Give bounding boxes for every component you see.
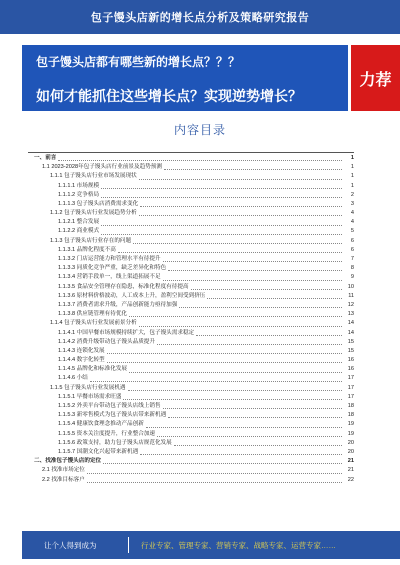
banner-question-1: 包子馒头店都有哪些新的增长点？？？: [36, 55, 241, 69]
toc-entry-page: 1: [350, 182, 354, 189]
toc-leader-dots: [118, 252, 342, 253]
toc-entry-page: 8: [350, 265, 354, 272]
toc-leader-dots: [139, 326, 342, 327]
toc-entry-label: 2.1 找准市场定位: [42, 467, 85, 474]
toc-entry[interactable]: [28, 402, 354, 411]
toc-entry[interactable]: [28, 430, 354, 439]
toc-entry-label: 一、前言: [34, 154, 57, 161]
toc-entry-label: 1.1.1.2 竞争格局: [58, 191, 100, 198]
toc-entry-label: 1.1.3 包子馒头店行业存在的问题: [50, 237, 132, 244]
toc-entry-page: 19: [347, 421, 354, 428]
toc-leader-dots: [107, 362, 342, 363]
toc-entry-page: 6: [350, 246, 354, 253]
toc-leader-dots: [196, 335, 342, 336]
toc-entry-label: 1.1.5.4 健康饮食理念推动产品创新: [58, 421, 144, 428]
toc-entry-page: 3: [350, 200, 354, 207]
toc-entry-label: 1.1.3.1 品牌化程度不高: [58, 246, 116, 253]
toc-entry-page: 17: [347, 375, 354, 382]
toc-entry-label: 1.1.4 包子馒头店行业发展前景分析: [50, 320, 137, 327]
toc-entry-label: 1.1.1 包子馒头店行业市场发展现状: [50, 173, 137, 180]
toc-entry-label: 1.1.2.2 商业模式: [58, 228, 100, 235]
toc-entry-page: 1: [350, 154, 354, 161]
toc-entry-page: 6: [350, 237, 354, 244]
toc-entry-page: 10: [347, 283, 354, 290]
toc-leader-dots: [107, 353, 342, 354]
table-of-contents: [28, 154, 354, 485]
toc-entry-label: 1.1.5.7 国潮文化兴起带来新机遇: [58, 448, 139, 455]
toc-entry[interactable]: [28, 301, 354, 310]
toc-entry[interactable]: [28, 273, 354, 282]
toc-leader-dots: [157, 344, 342, 345]
toc-entry[interactable]: [28, 191, 354, 200]
toc-entry-page: 20: [347, 448, 354, 455]
toc-entry[interactable]: [28, 466, 354, 475]
toc-leader-dots: [103, 463, 342, 464]
toc-leader-dots: [101, 188, 342, 189]
toc-leader-dots: [139, 215, 342, 216]
toc-entry[interactable]: [28, 163, 354, 172]
toc-entry-page: 2: [350, 191, 354, 198]
toc-leader-dots: [140, 206, 342, 207]
toc-leader-dots: [139, 179, 342, 180]
toc-entry-label: 1.1.3.6 原材料价格波动，人工成本上升，盈利空间受到挤压: [58, 292, 206, 299]
toc-entry-page: 13: [347, 311, 354, 318]
toc-entry[interactable]: [28, 329, 354, 338]
toc-entry[interactable]: [28, 209, 354, 218]
footer-banner: [22, 531, 400, 559]
toc-entry-page: 16: [347, 366, 354, 373]
toc-entry-page: 21: [347, 458, 354, 465]
toc-entry[interactable]: [28, 347, 354, 356]
toc-leader-dots: [133, 243, 342, 244]
toc-entry-page: 5: [350, 228, 354, 235]
toc-leader-dots: [191, 289, 342, 290]
toc-entry[interactable]: [28, 172, 354, 181]
toc-leader-dots: [179, 307, 342, 308]
toc-entry-page: 4: [350, 210, 354, 217]
toc-entry-page: 14: [347, 320, 354, 327]
toc-leader-dots: [129, 316, 342, 317]
banner-question-2: 如何才能抓住这些增长点？实现逆势增长？: [36, 88, 302, 104]
toc-entry-page: 18: [347, 412, 354, 419]
toc-leader-dots: [207, 298, 342, 299]
toc-entry-page: 9: [350, 274, 354, 281]
toc-entry-page: 12: [347, 301, 354, 308]
toc-entry[interactable]: [28, 476, 354, 485]
toc-entry-label: 1.1.2 包子馒头店行业发展趋势分析: [50, 210, 137, 217]
toc-entry[interactable]: [28, 200, 354, 209]
toc-leader-dots: [87, 482, 342, 483]
question-banner: [22, 45, 348, 111]
toc-entry-page: 19: [347, 430, 354, 437]
toc-entry[interactable]: [28, 218, 354, 227]
toc-entry-label: 1.1.4.1 中国早餐市场规模持续扩大，包子馒头需求稳定: [58, 329, 195, 336]
toc-entry-label: 1.1.3.7 消费者需求升级，产品创新能力亟待加强: [58, 301, 178, 308]
toc-entry[interactable]: [28, 420, 354, 429]
toc-title: 内容目录: [173, 123, 226, 137]
toc-entry-label: 1.1.3.4 营销手段单一，线上渠道拓展不足: [58, 274, 161, 281]
toc-leader-dots: [101, 225, 342, 226]
toc-entry-label: 1.1.4.2 消费升级带动包子馒头品质提升: [58, 338, 155, 345]
toc-leader-dots: [128, 390, 342, 391]
toc-entry[interactable]: [28, 264, 354, 273]
toc-entry-page: 20: [347, 439, 354, 446]
toc-entry-page: 15: [347, 347, 354, 354]
toc-entry-page: 17: [347, 393, 354, 400]
footer-right-text: 行业专家、管理专家、营销专家、战略专家、运营专家……: [141, 540, 336, 550]
toc-entry-page: 21: [347, 467, 354, 474]
toc-entry[interactable]: [28, 319, 354, 328]
toc-leader-dots: [163, 280, 342, 281]
toc-entry[interactable]: [28, 393, 354, 402]
toc-entry-page: 7: [350, 256, 354, 263]
toc-entry-label: 1.1.4.6 小结: [58, 375, 88, 382]
recommend-badge: [351, 45, 400, 111]
toc-leader-dots: [123, 399, 342, 400]
toc-entry[interactable]: [28, 255, 354, 264]
toc-entry-label: 1.1.2.1 整合发展: [58, 219, 100, 226]
toc-entry-label: 1.1.1.1 市场规模: [58, 182, 100, 189]
toc-leader-dots: [168, 417, 342, 418]
report-header: [0, 0, 400, 34]
toc-entry[interactable]: [28, 448, 354, 457]
toc-entry-label: 1.1.3.5 食品安全管理存在隐患，标准化程度有待提高: [58, 283, 189, 290]
toc-leader-dots: [87, 473, 342, 474]
toc-entry[interactable]: [28, 411, 354, 420]
toc-leader-dots: [164, 169, 342, 170]
toc-entry[interactable]: [28, 457, 354, 466]
toc-entry-page: 4: [350, 219, 354, 226]
toc-divider: [28, 152, 354, 153]
toc-entry[interactable]: [28, 384, 354, 393]
report-title: 包子馒头店新的增长点分析及策略研究报告: [90, 12, 310, 24]
toc-entry-label: 2.2 找准目标客户: [42, 476, 85, 483]
toc-leader-dots: [163, 261, 342, 262]
toc-leader-dots: [174, 445, 342, 446]
toc-entry-page: 14: [347, 329, 354, 336]
toc-entry-label: 1.1.5 包子馒头店行业发展机遇: [50, 384, 126, 391]
toc-entry-label: 1.1.5.2 外卖平台带动包子馒头店线上销售: [58, 403, 161, 410]
toc-entry-page: 1: [350, 164, 354, 171]
toc-leader-dots: [168, 270, 342, 271]
toc-entry-label: 二、找准包子馒头店的定位: [34, 458, 102, 465]
toc-entry-label: 1.1.3.3 同质化竞争严重，缺乏差异化和特色: [58, 265, 167, 272]
toc-entry[interactable]: [28, 154, 354, 163]
toc-entry-label: 1.1.5.3 新零售模式为包子馒头店带来新机遇: [58, 412, 167, 419]
toc-leader-dots: [140, 454, 342, 455]
footer-divider: [128, 537, 129, 553]
footer-left-text: 让个人得到成为: [44, 540, 97, 550]
toc-entry[interactable]: [28, 182, 354, 191]
toc-entry-label: 1.1.1.3 包子馒头店消费需求变化: [58, 200, 139, 207]
toc-leader-dots: [129, 372, 342, 373]
toc-entry-label: 1.1 2023-2028年包子馒头店行业前景及趋势预测: [42, 164, 162, 171]
toc-entry[interactable]: [28, 310, 354, 319]
toc-entry[interactable]: [28, 439, 354, 448]
toc-entry[interactable]: [28, 246, 354, 255]
toc-entry-label: 1.1.5.5 资本关注度提升，行业整合加速: [58, 430, 155, 437]
toc-entry[interactable]: [28, 338, 354, 347]
toc-leader-dots: [90, 381, 342, 382]
toc-entry-page: 16: [347, 357, 354, 364]
toc-entry[interactable]: [28, 365, 354, 374]
toc-entry-page: 11: [348, 292, 354, 299]
toc-entry-label: 1.1.4.5 品牌化和标准化发展: [58, 366, 128, 373]
toc-entry-page: 18: [347, 403, 354, 410]
toc-entry-label: 1.1.4.4 数字化转型: [58, 357, 105, 364]
badge-text: 力荐: [359, 69, 392, 89]
toc-leader-dots: [146, 427, 342, 428]
toc-leader-dots: [157, 436, 342, 437]
toc-entry-label: 1.1.3.8 供应链管理有待优化: [58, 311, 128, 318]
toc-entry-page: 15: [347, 338, 354, 345]
toc-entry-label: 1.1.5.6 政策支持，助力包子馒头店规范化发展: [58, 439, 172, 446]
toc-entry-label: 1.1.3.2 门店运营能力和管理水平有待提升: [58, 256, 161, 263]
toc-entry-page: 1: [350, 173, 354, 180]
toc-leader-dots: [101, 197, 342, 198]
toc-entry-label: 1.1.4.3 连锁化发展: [58, 347, 105, 354]
toc-entry[interactable]: [28, 356, 354, 365]
toc-entry-label: 1.1.5.1 早餐市场需求旺盛: [58, 393, 122, 400]
toc-leader-dots: [101, 234, 342, 235]
toc-entry[interactable]: [28, 283, 354, 292]
toc-entry[interactable]: [28, 375, 354, 384]
toc-entry[interactable]: [28, 292, 354, 301]
toc-leader-dots: [163, 408, 342, 409]
toc-entry-page: 17: [347, 384, 354, 391]
toc-entry[interactable]: [28, 228, 354, 237]
toc-entry[interactable]: [28, 237, 354, 246]
toc-leader-dots: [58, 160, 342, 161]
toc-entry-page: 22: [347, 476, 354, 483]
